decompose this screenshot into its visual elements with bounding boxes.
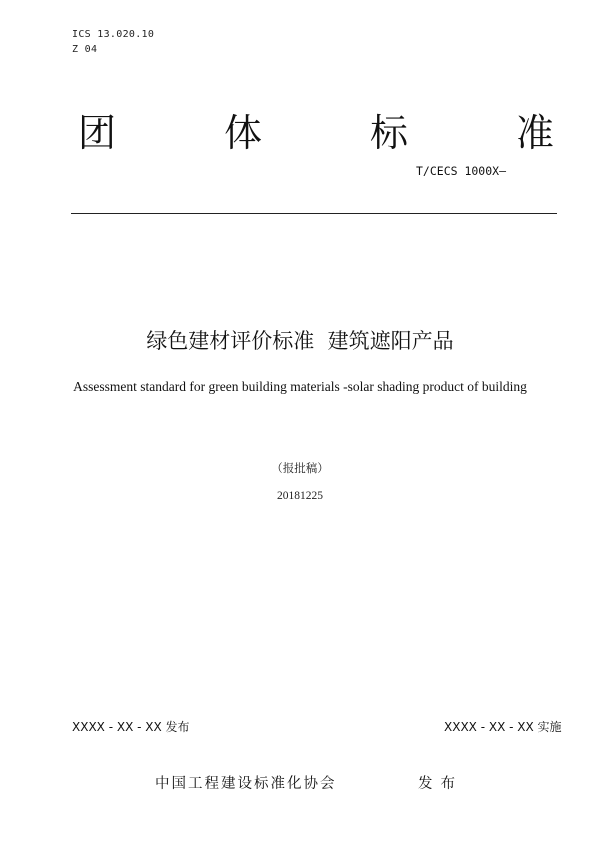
document-type-heading xyxy=(78,108,554,158)
publish-verb: 发布 xyxy=(418,776,463,792)
draft-status: （报批稿） xyxy=(271,461,329,475)
doc-type-char-4: 准 xyxy=(515,111,554,155)
standard-number: T/CECS 1000X— xyxy=(416,164,507,178)
title-chinese: 绿色建材评价标准 建筑遮阳产品 xyxy=(146,329,454,353)
title-english: Assessment standard for green building materials -solar shading product of building xyxy=(73,379,527,394)
issue-date: XXXX - XX - XX 发布 xyxy=(72,720,190,734)
effective-date: XXXX - XX - XX 实施 xyxy=(444,720,562,734)
doc-type-char-2: 体 xyxy=(223,111,262,155)
ics-code: ICS 13.020.10 xyxy=(72,29,155,40)
header-divider xyxy=(71,213,557,214)
draft-date: 20181225 xyxy=(277,490,323,502)
publisher-name: 中国工程建设标准化协会 xyxy=(155,776,337,792)
doc-type-char-3: 标 xyxy=(369,111,408,155)
doc-type-char-1: 团 xyxy=(78,111,117,155)
classification-code: Z 04 xyxy=(72,44,98,55)
